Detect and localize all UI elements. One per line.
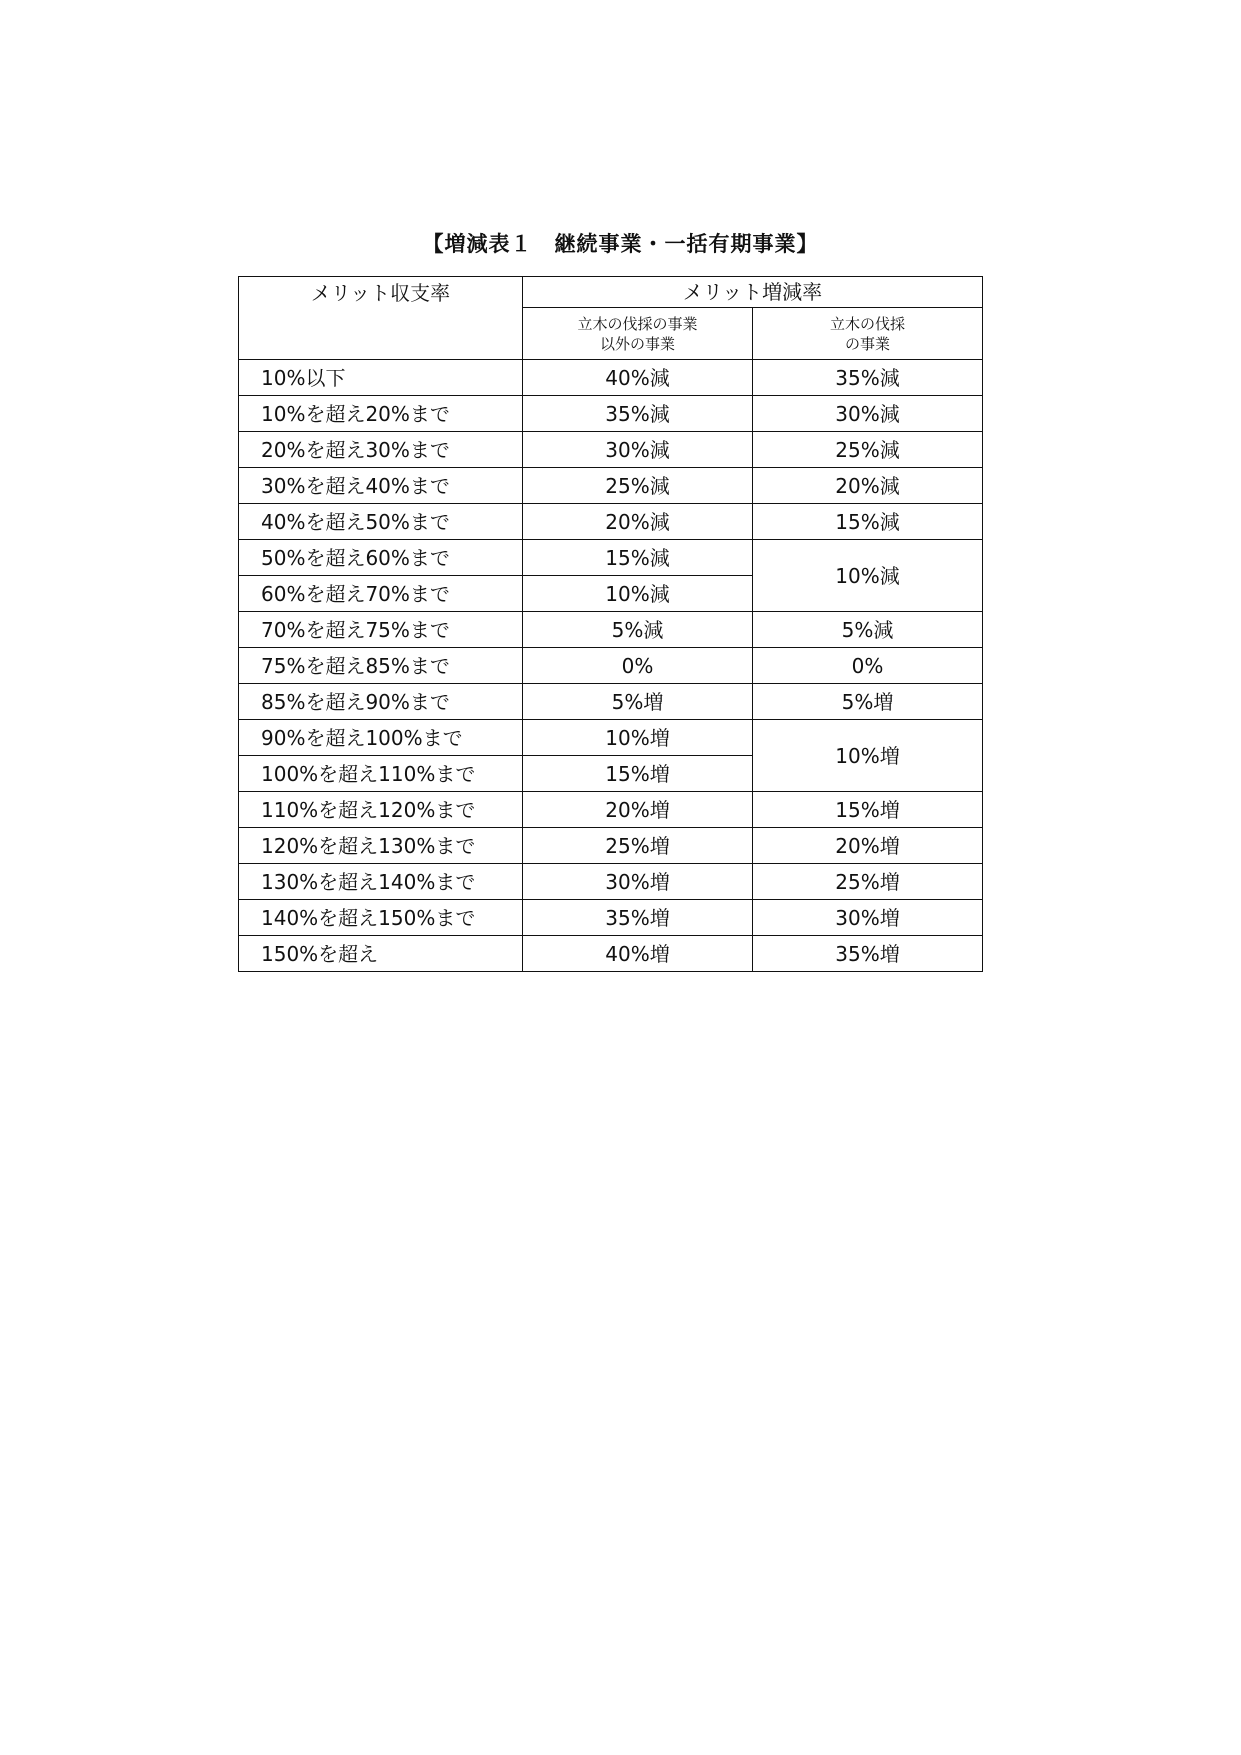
header-non-logging-line-2: 以外の事業	[599, 334, 675, 353]
logging-change-cell: 5%減	[753, 612, 983, 648]
non-logging-change-cell: 15%減	[523, 540, 753, 576]
non-logging-change-cell: 40%減	[523, 360, 753, 396]
merit-balance-rate-cell: 120%を超え130%まで	[239, 828, 523, 864]
logging-change-cell: 0%	[753, 648, 983, 684]
header-row-top	[239, 277, 983, 308]
merit-balance-rate-cell: 70%を超え75%まで	[239, 612, 523, 648]
logging-change-cell: 20%増	[753, 828, 983, 864]
table-row	[239, 864, 983, 900]
header-logging-line-1: 立木の伐採	[830, 314, 906, 333]
table-row	[239, 612, 983, 648]
merit-balance-rate-cell: 110%を超え120%まで	[239, 792, 523, 828]
merit-balance-rate-cell: 85%を超え90%まで	[239, 684, 523, 720]
table-title: 【増減表１ 継続事業・一括有期事業】	[422, 232, 819, 256]
logging-change-cell: 30%減	[753, 396, 983, 432]
header-non-logging-line-1: 立木の伐採の事業	[577, 314, 698, 333]
table-row	[239, 936, 983, 972]
table-row	[239, 432, 983, 468]
merit-balance-rate-cell: 20%を超え30%まで	[239, 432, 523, 468]
table-row	[239, 468, 983, 504]
table-row	[239, 900, 983, 936]
non-logging-change-cell: 25%増	[523, 828, 753, 864]
merit-rate-table	[238, 276, 983, 972]
non-logging-change-cell: 10%増	[523, 720, 753, 756]
logging-change-cell: 20%減	[753, 468, 983, 504]
non-logging-change-cell: 25%減	[523, 468, 753, 504]
non-logging-change-cell: 30%減	[523, 432, 753, 468]
table-row	[239, 504, 983, 540]
merit-balance-rate-cell: 140%を超え150%まで	[239, 900, 523, 936]
non-logging-change-cell: 10%減	[523, 576, 753, 612]
table-row	[239, 828, 983, 864]
logging-change-cell: 15%減	[753, 504, 983, 540]
header-non-logging-business	[523, 308, 753, 360]
merit-balance-rate-cell: 30%を超え40%まで	[239, 468, 523, 504]
header-merit-change-rate: メリット増減率	[523, 277, 983, 308]
merit-balance-rate-cell: 90%を超え100%まで	[239, 720, 523, 756]
logging-change-cell: 25%減	[753, 432, 983, 468]
non-logging-change-cell: 30%増	[523, 864, 753, 900]
merit-balance-rate-cell: 10%以下	[239, 360, 523, 396]
non-logging-change-cell: 35%増	[523, 900, 753, 936]
merit-balance-rate-cell: 130%を超え140%まで	[239, 864, 523, 900]
table-row	[239, 720, 983, 756]
logging-change-cell: 35%減	[753, 360, 983, 396]
non-logging-change-cell: 20%減	[523, 504, 753, 540]
non-logging-change-cell: 40%増	[523, 936, 753, 972]
merit-balance-rate-cell: 40%を超え50%まで	[239, 504, 523, 540]
non-logging-change-cell: 5%減	[523, 612, 753, 648]
logging-change-cell: 25%増	[753, 864, 983, 900]
table-row	[239, 684, 983, 720]
non-logging-change-cell: 0%	[523, 648, 753, 684]
merit-balance-rate-cell: 10%を超え20%まで	[239, 396, 523, 432]
table-row	[239, 360, 983, 396]
table-row	[239, 648, 983, 684]
header-logging-line-2: の事業	[845, 334, 891, 353]
non-logging-change-cell: 20%増	[523, 792, 753, 828]
merit-balance-rate-cell: 150%を超え	[239, 936, 523, 972]
logging-change-cell: 5%増	[753, 684, 983, 720]
table-row	[239, 396, 983, 432]
header-logging-business	[753, 308, 983, 360]
logging-change-cell-merged: 10%減	[753, 540, 983, 612]
logging-change-cell-merged: 10%増	[753, 720, 983, 792]
merit-balance-rate-cell: 50%を超え60%まで	[239, 540, 523, 576]
non-logging-change-cell: 35%減	[523, 396, 753, 432]
table-row	[239, 792, 983, 828]
non-logging-change-cell: 15%増	[523, 756, 753, 792]
merit-balance-rate-cell: 75%を超え85%まで	[239, 648, 523, 684]
non-logging-change-cell: 5%増	[523, 684, 753, 720]
merit-balance-rate-cell: 60%を超え70%まで	[239, 576, 523, 612]
table-row	[239, 540, 983, 576]
header-merit-balance-rate: メリット収支率	[239, 277, 523, 360]
logging-change-cell: 15%増	[753, 792, 983, 828]
merit-balance-rate-cell: 100%を超え110%まで	[239, 756, 523, 792]
logging-change-cell: 35%増	[753, 936, 983, 972]
logging-change-cell: 30%増	[753, 900, 983, 936]
